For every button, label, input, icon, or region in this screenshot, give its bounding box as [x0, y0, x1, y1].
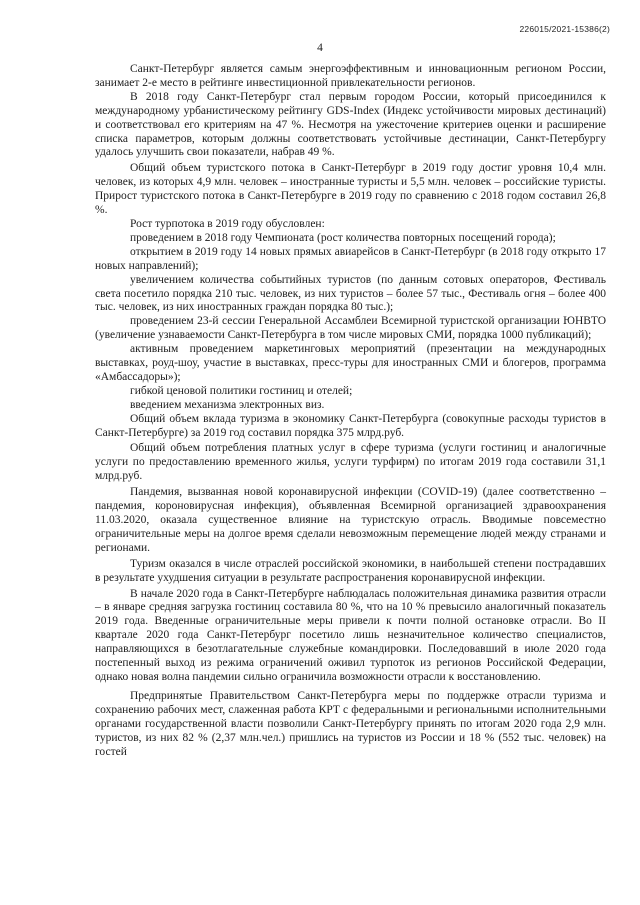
list-item: введением механизма электронных виз.	[130, 398, 325, 411]
paragraph: Общий объем вклада туризма в экономику Санкт-Петербурга (совокупные расходы туристов в Санкт-Петербурге) за 2019 год составил порядка 375 млрд.руб.	[95, 412, 606, 439]
list-item: гибкой ценовой политики гостиниц и отелей;	[130, 384, 353, 397]
paragraph: Предпринятые Правительством Санкт-Петербурга меры по поддержке отрасли туризма и сохранению рабочих мест, слаженная работа КРТ с федеральными и региональными исполнительными органами государственной власти позволили Санкт-Петербургу принять по итогам 2020 года 2,9 млн. туристов, из них 82 % (2,37 млн.чел.) пришлись на туристов из России и 18 % (552 тыс. человек) на гостей	[95, 689, 606, 758]
paragraph: Туризм оказался в числе отраслей российской экономики, в наибольшей степени пострадавших в результате ухудшения ситуации в результате распространения коронавирусной инфекции.	[95, 557, 606, 584]
list-item: открытием в 2019 году 14 новых прямых авиарейсов в Санкт-Петербург (в 2018 году открыто 17 новых направлений);	[95, 245, 606, 272]
list-item: активным проведением маркетинговых мероприятий (презентации на международных выставках, роуд-шоу, участие в выставках, пресс-туры для иностранных СМИ и блогеров, программа «Амбассадоры»);	[95, 343, 606, 383]
document-body	[95, 63, 606, 759]
paragraph: Пандемия, вызванная новой коронавирусной инфекции (COVID-19) (далее соответственно – пандемия, короновирусная инфекция), объявленная Всемирной организацией здравоохранения 11.03.2020, оказала существенное влияние на туристскую отрасль. Вводимые повсеместно ограничительные меры на долгое время сделали невозможным перемещение людей между странами и регионами.	[95, 486, 606, 554]
paragraph: Рост турпотока в 2019 году обусловлен:	[130, 217, 325, 230]
list-item: увеличением количества событийных туристов (по данным сотовых операторов, Фестиваль света посетило порядка 210 тыс. человек, из них туристов – более 57 тыс., Фестиваль огня – более 400 тыс. человек, из них иностранных граждан порядка 80 тыс.);	[95, 273, 606, 314]
paragraph: Санкт-Петербург является самым энергоэффективным и инновационным регионом России, занимает 2-е место в рейтинге инвестиционной привлекательности регионов.	[95, 63, 606, 89]
paragraph: В 2018 году Санкт-Петербург стал первым городом России, который присоединился к международному урбанистическому рейтингу GDS-Index (Индекс устойчивости мировых дестинаций) и соответствовал его критериям на 47 %. Несмотря на ужесточение критериев оценки и расширение списка параметров, которым должны соответствовать устойчивые дестинации, Санкт-Петербургу удалось улучшить свои показатели, набрав 49 %.	[95, 90, 606, 159]
paragraph: Общий объем туристского потока в Санкт-Петербург в 2019 году достиг уровня 10,4 млн. человек, из которых 4,9 млн. человек – иностранные туристы и 5,5 млн. человек – российские туристы. Прирост туристского потока в Санкт-Петербурге в 2019 году по сравнению с 2018 годом составил 26,8 %.	[95, 162, 606, 217]
list-item: проведением 23-й сессии Генеральной Ассамблеи Всемирной туристской организации ЮНВТО (увеличение узнаваемости Санкт-Петербурга в том числе мировых СМИ, порядка 1000 публикаций);	[95, 315, 606, 342]
document-registration-number: 226015/2021-15386(2)	[519, 24, 610, 34]
page-number: 4	[317, 42, 323, 54]
list-item: проведением в 2018 году Чемпионата (рост количества повторных посещений города);	[130, 231, 556, 244]
paragraph: Общий объем потребления платных услуг в сфере туризма (услуги гостиниц и аналогичные услуги по предоставлению временного жилья, услуги турфирм) по итогам 2019 года составили 31,1 млрд.руб.	[95, 442, 606, 483]
paragraph: В начале 2020 года в Санкт-Петербурге наблюдалась положительная динамика развития отрасли – в январе средняя загрузка гостиниц составила 80 %, что на 10 % превысило аналогичный показатель 2019 года. Введенные ограничительные меры привели к почти полной остановке отрасли. Во II квартале 2020 года Санкт-Петербург посетило лишь незначительное количество специалистов, направляющихся в безотлагательные служебные командировки. Последовавший в июле 2020 года постепенный выход из режима ограничений оживил турпоток из регионов Российской Федерации, однако новая волна пандемии сильно ограничила возможности отрасли к восстановлению.	[95, 587, 606, 683]
